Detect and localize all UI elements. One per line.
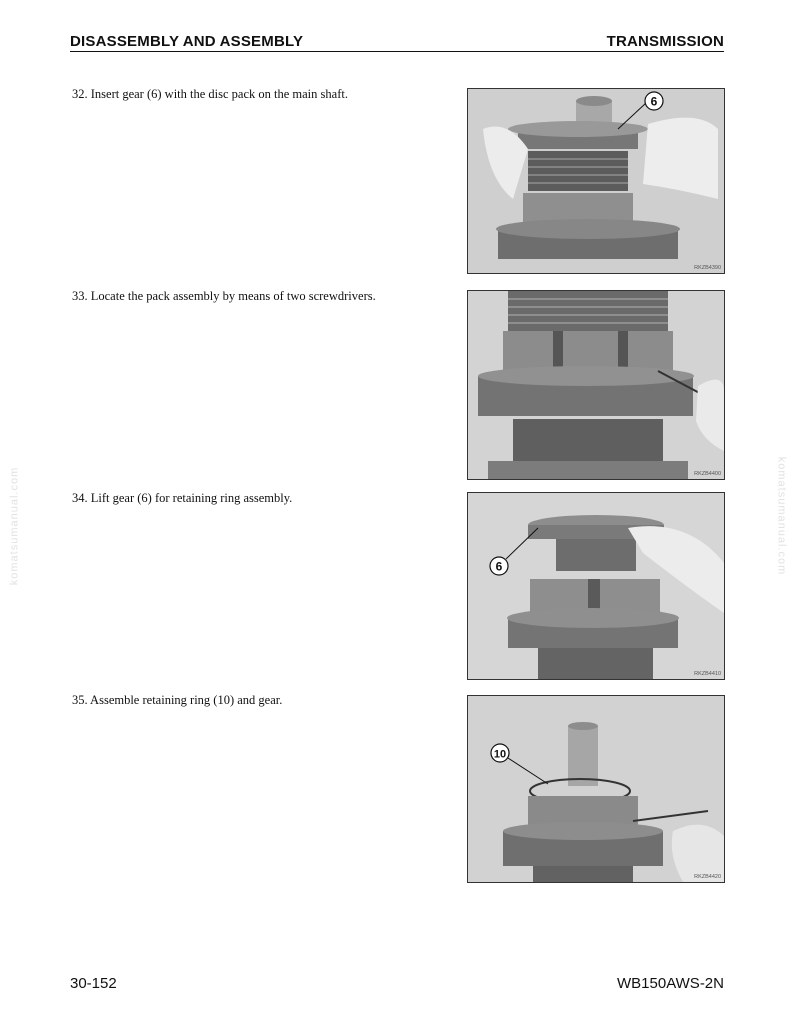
photo-code: RKZB4400: [694, 471, 721, 477]
callout-10-label: 10: [493, 748, 507, 761]
step-35-text: 35. Assemble retaining ring (10) and gear.: [72, 693, 283, 707]
page-header: [70, 33, 724, 52]
step-35-photo: [467, 695, 725, 883]
photo-code: RKZB4420: [694, 874, 721, 880]
chapter-title: TRANSMISSION: [606, 33, 724, 50]
watermark-right: komatsumanual.com: [775, 456, 788, 576]
callout-6-label: 6: [650, 94, 658, 109]
section-title: DISASSEMBLY AND ASSEMBLY: [70, 33, 304, 50]
photo-code: RKZB4390: [694, 265, 721, 271]
watermark-left: komatsumanual.com: [8, 466, 21, 586]
step-34-photo: [467, 492, 725, 680]
step-33-photo: [467, 290, 725, 480]
photo-code: RKZB4410: [694, 671, 721, 677]
step-34-text: 34. Lift gear (6) for retaining ring assembly.: [72, 491, 293, 505]
page-number: 30-152: [70, 975, 117, 992]
step-33-text: 33. Locate the pack assembly by means of two screwdrivers.: [72, 289, 376, 303]
model-code: WB150AWS-2N: [617, 975, 724, 992]
step-32-text: 32. Insert gear (6) with the disc pack on the main shaft.: [72, 87, 348, 101]
callout-6-label: 6: [495, 559, 503, 574]
step-32-photo: [467, 88, 725, 274]
